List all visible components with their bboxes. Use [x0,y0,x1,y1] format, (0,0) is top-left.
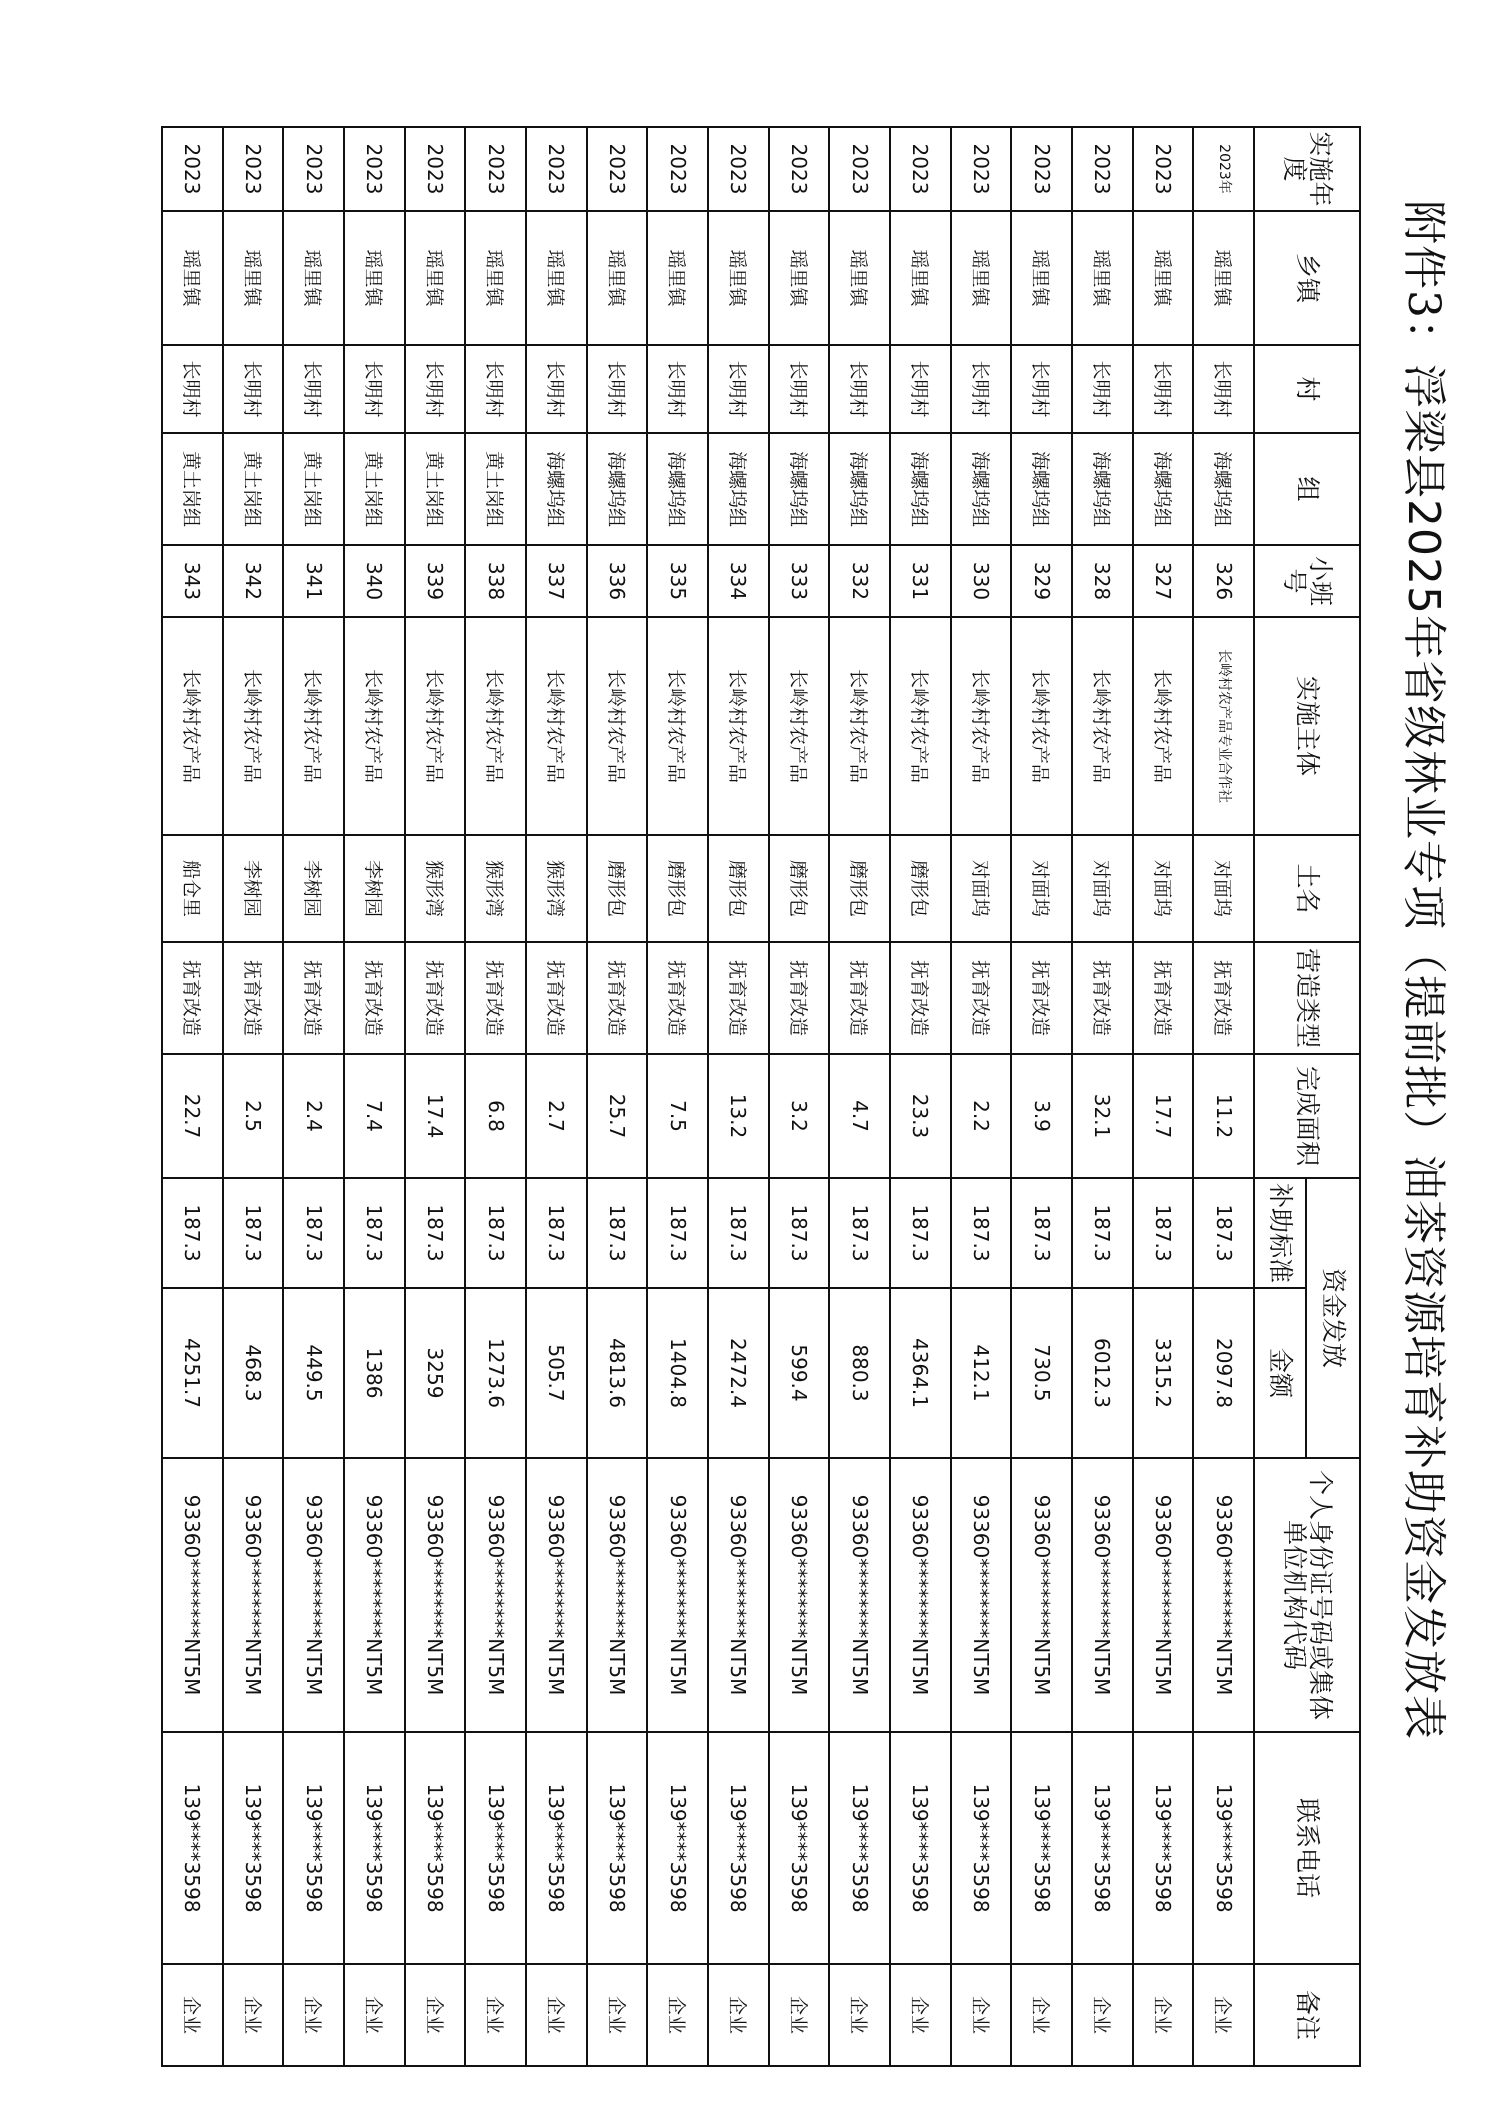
cell-village: 长明村 [647,345,708,433]
cell-village: 长明村 [1011,345,1072,433]
attachment-label: 附件3： [1398,200,1449,364]
table-row [405,127,466,2066]
header-id: 个人身份证号码或集体单位机构代码 [1254,1458,1360,1732]
table-row [890,127,951,2066]
cell-phone: 139****3598 [344,1732,405,1964]
cell-entity: 长岭村农产品 [1011,617,1072,835]
cell-note: 企业 [587,1964,648,2066]
cell-year: 2023 [1011,127,1072,211]
cell-id: 93360********NT5M [405,1458,466,1732]
cell-town: 瑶里镇 [526,211,587,345]
cell-year: 2023 [647,127,708,211]
table-row [769,127,830,2066]
cell-entity: 长岭村农产品 [890,617,951,835]
cell-phone: 139****3598 [829,1732,890,1964]
table-row [951,127,1012,2066]
cell-year: 2023 [465,127,526,211]
cell-standard: 187.3 [890,1178,951,1288]
cell-note: 企业 [951,1964,1012,2066]
cell-phone: 139****3598 [1193,1732,1254,1964]
cell-note: 企业 [1072,1964,1133,2066]
cell-phone: 139****3598 [1133,1732,1194,1964]
cell-area: 2.7 [526,1054,587,1178]
header-note: 备注 [1254,1964,1360,2066]
cell-standard: 187.3 [1193,1178,1254,1288]
cell-amount: 599.4 [769,1288,830,1458]
cell-standard: 187.3 [526,1178,587,1288]
cell-note: 企业 [708,1964,769,2066]
cell-village: 长明村 [708,345,769,433]
cell-town: 瑶里镇 [1072,211,1133,345]
cell-group: 海螺坞组 [829,433,890,545]
cell-phone: 139****3598 [1072,1732,1133,1964]
cell-amount: 449.5 [284,1288,345,1458]
cell-phone: 139****3598 [769,1732,830,1964]
cell-town: 瑶里镇 [1193,211,1254,345]
cell-plot: 336 [587,545,648,617]
cell-area: 17.4 [405,1054,466,1178]
header-plot: 小班号 [1254,545,1360,617]
cell-note: 企业 [647,1964,708,2066]
cell-area: 4.7 [829,1054,890,1178]
cell-year: 2023 [708,127,769,211]
cell-area: 25.7 [587,1054,648,1178]
cell-type: 抚育改造 [162,942,223,1054]
cell-entity: 长岭村农产品 [769,617,830,835]
cell-note: 企业 [829,1964,890,2066]
cell-entity: 长岭村农产品 [284,617,345,835]
cell-amount: 730.5 [1011,1288,1072,1458]
cell-year: 2023 [951,127,1012,211]
cell-town: 瑶里镇 [647,211,708,345]
cell-group: 海螺坞组 [890,433,951,545]
cell-standard: 187.3 [951,1178,1012,1288]
cell-phone: 139****3598 [951,1732,1012,1964]
cell-place: 对面坞 [1072,835,1133,942]
cell-type: 抚育改造 [1193,942,1254,1054]
cell-standard: 187.3 [223,1178,284,1288]
cell-group: 黄土岗组 [405,433,466,545]
cell-id: 93360********NT5M [1072,1458,1133,1732]
cell-standard: 187.3 [1072,1178,1133,1288]
cell-note: 企业 [405,1964,466,2066]
cell-amount: 3259 [405,1288,466,1458]
cell-phone: 139****3598 [890,1732,951,1964]
cell-group: 海螺坞组 [647,433,708,545]
cell-group: 黄土岗组 [465,433,526,545]
cell-area: 7.5 [647,1054,708,1178]
cell-amount: 1386 [344,1288,405,1458]
header-standard: 补助标准 [1254,1178,1306,1288]
cell-year: 2023 [223,127,284,211]
cell-town: 瑶里镇 [223,211,284,345]
cell-type: 抚育改造 [647,942,708,1054]
table-row [465,127,526,2066]
cell-place: 对面坞 [1193,835,1254,942]
cell-id: 93360********NT5M [1193,1458,1254,1732]
cell-amount: 1404.8 [647,1288,708,1458]
cell-year: 2023 [890,127,951,211]
cell-entity: 长岭村农产品 [708,617,769,835]
cell-place: 猴形湾 [526,835,587,942]
cell-town: 瑶里镇 [162,211,223,345]
cell-standard: 187.3 [647,1178,708,1288]
cell-entity: 长岭村农产品 [587,617,648,835]
cell-type: 抚育改造 [829,942,890,1054]
subsidy-table [161,126,1361,2067]
cell-amount: 4813.6 [587,1288,648,1458]
cell-year: 2023年 [1193,127,1254,211]
cell-type: 抚育改造 [344,942,405,1054]
cell-note: 企业 [769,1964,830,2066]
cell-place: 猴形湾 [465,835,526,942]
cell-phone: 139****3598 [223,1732,284,1964]
cell-entity: 长岭村农产品 [1133,617,1194,835]
header-amount: 金额 [1254,1288,1306,1458]
cell-type: 抚育改造 [1011,942,1072,1054]
cell-place: 李树园 [223,835,284,942]
cell-village: 长明村 [526,345,587,433]
cell-type: 抚育改造 [465,942,526,1054]
cell-plot: 337 [526,545,587,617]
cell-standard: 187.3 [344,1178,405,1288]
cell-village: 长明村 [587,345,648,433]
cell-amount: 1273.6 [465,1288,526,1458]
cell-id: 93360********NT5M [223,1458,284,1732]
cell-year: 2023 [284,127,345,211]
cell-year: 2023 [769,127,830,211]
cell-town: 瑶里镇 [829,211,890,345]
cell-plot: 340 [344,545,405,617]
header-entity: 实施主体 [1254,617,1360,835]
cell-place: 磨形包 [587,835,648,942]
cell-village: 长明村 [162,345,223,433]
cell-area: 17.7 [1133,1054,1194,1178]
cell-village: 长明村 [405,345,466,433]
cell-id: 93360********NT5M [647,1458,708,1732]
table-row [1133,127,1194,2066]
cell-area: 11.2 [1193,1054,1254,1178]
cell-year: 2023 [587,127,648,211]
cell-entity: 长岭村农产品 [951,617,1012,835]
cell-year: 2023 [829,127,890,211]
cell-village: 长明村 [890,345,951,433]
cell-place: 磨形包 [769,835,830,942]
header-area: 完成面积 [1254,1054,1360,1178]
cell-village: 长明村 [284,345,345,433]
cell-area: 13.2 [708,1054,769,1178]
cell-id: 93360********NT5M [829,1458,890,1732]
cell-type: 抚育改造 [708,942,769,1054]
cell-id: 93360********NT5M [951,1458,1012,1732]
cell-type: 抚育改造 [526,942,587,1054]
cell-village: 长明村 [1133,345,1194,433]
cell-plot: 341 [284,545,345,617]
cell-group: 海螺坞组 [708,433,769,545]
cell-group: 海螺坞组 [1133,433,1194,545]
cell-amount: 4364.1 [890,1288,951,1458]
title-text: 浮梁县2025年省级林业专项（提前批）油茶资源培育补助资金发放表 [1398,364,1449,1740]
header-town: 乡镇 [1254,211,1360,345]
cell-type: 抚育改造 [587,942,648,1054]
cell-village: 长明村 [951,345,1012,433]
cell-note: 企业 [1133,1964,1194,2066]
cell-phone: 139****3598 [708,1732,769,1964]
cell-phone: 139****3598 [526,1732,587,1964]
cell-note: 企业 [284,1964,345,2066]
cell-id: 93360********NT5M [890,1458,951,1732]
cell-standard: 187.3 [829,1178,890,1288]
cell-id: 93360********NT5M [1133,1458,1194,1732]
table-row [1072,127,1133,2066]
cell-place: 李树园 [344,835,405,942]
cell-town: 瑶里镇 [890,211,951,345]
cell-id: 93360********NT5M [1011,1458,1072,1732]
cell-type: 抚育改造 [223,942,284,1054]
cell-area: 3.2 [769,1054,830,1178]
cell-plot: 334 [708,545,769,617]
cell-amount: 3315.2 [1133,1288,1194,1458]
header-village: 村 [1254,345,1360,433]
cell-standard: 187.3 [405,1178,466,1288]
cell-standard: 187.3 [708,1178,769,1288]
cell-entity: 长岭村农产品 [647,617,708,835]
cell-standard: 187.3 [162,1178,223,1288]
cell-phone: 139****3598 [162,1732,223,1964]
cell-note: 企业 [465,1964,526,2066]
cell-amount: 880.3 [829,1288,890,1458]
cell-place: 磨形包 [829,835,890,942]
cell-town: 瑶里镇 [405,211,466,345]
header-group: 组 [1254,433,1360,545]
cell-entity: 长岭村农产品 [162,617,223,835]
cell-group: 海螺坞组 [769,433,830,545]
cell-id: 93360********NT5M [769,1458,830,1732]
cell-town: 瑶里镇 [284,211,345,345]
cell-id: 93360********NT5M [162,1458,223,1732]
cell-village: 长明村 [769,345,830,433]
cell-plot: 333 [769,545,830,617]
cell-town: 瑶里镇 [769,211,830,345]
cell-place: 磨形包 [890,835,951,942]
cell-note: 企业 [223,1964,284,2066]
cell-area: 23.3 [890,1054,951,1178]
cell-year: 2023 [1133,127,1194,211]
header-funding: 资金发放 [1306,1178,1360,1458]
cell-place: 对面坞 [1133,835,1194,942]
table-row [344,127,405,2066]
cell-standard: 187.3 [587,1178,648,1288]
cell-note: 企业 [1193,1964,1254,2066]
cell-group: 海螺坞组 [526,433,587,545]
cell-plot: 335 [647,545,708,617]
table-row [647,127,708,2066]
table-row [587,127,648,2066]
cell-plot: 338 [465,545,526,617]
table-row [526,127,587,2066]
cell-standard: 187.3 [1133,1178,1194,1288]
cell-village: 长明村 [1072,345,1133,433]
cell-area: 7.4 [344,1054,405,1178]
cell-group: 海螺坞组 [1011,433,1072,545]
cell-town: 瑶里镇 [587,211,648,345]
cell-amount: 2097.8 [1193,1288,1254,1458]
header-type: 营造类型 [1254,942,1360,1054]
cell-group: 海螺坞组 [1193,433,1254,545]
cell-place: 对面坞 [951,835,1012,942]
cell-amount: 505.7 [526,1288,587,1458]
cell-phone: 139****3598 [405,1732,466,1964]
cell-area: 2.5 [223,1054,284,1178]
cell-type: 抚育改造 [951,942,1012,1054]
cell-year: 2023 [344,127,405,211]
cell-phone: 139****3598 [284,1732,345,1964]
cell-group: 海螺坞组 [1072,433,1133,545]
cell-id: 93360********NT5M [344,1458,405,1732]
cell-type: 抚育改造 [284,942,345,1054]
cell-note: 企业 [1011,1964,1072,2066]
cell-type: 抚育改造 [890,942,951,1054]
cell-area: 2.4 [284,1054,345,1178]
cell-amount: 6012.3 [1072,1288,1133,1458]
cell-standard: 187.3 [769,1178,830,1288]
cell-plot: 330 [951,545,1012,617]
cell-plot: 343 [162,545,223,617]
cell-group: 黄土岗组 [162,433,223,545]
cell-village: 长明村 [223,345,284,433]
cell-phone: 139****3598 [465,1732,526,1964]
cell-id: 93360********NT5M [284,1458,345,1732]
cell-town: 瑶里镇 [465,211,526,345]
cell-entity: 长岭村农产品 [526,617,587,835]
table-body [162,127,1254,2066]
header-phone: 联系电话 [1254,1732,1360,1964]
cell-town: 瑶里镇 [1011,211,1072,345]
cell-standard: 187.3 [465,1178,526,1288]
cell-id: 93360********NT5M [587,1458,648,1732]
cell-area: 32.1 [1072,1054,1133,1178]
cell-type: 抚育改造 [1133,942,1194,1054]
cell-phone: 139****3598 [1011,1732,1072,1964]
cell-amount: 4251.7 [162,1288,223,1458]
cell-entity: 长岭村农产品 [1072,617,1133,835]
cell-standard: 187.3 [284,1178,345,1288]
cell-area: 6.8 [465,1054,526,1178]
cell-village: 长明村 [829,345,890,433]
cell-year: 2023 [405,127,466,211]
cell-amount: 412.1 [951,1288,1012,1458]
table-row [162,127,223,2066]
cell-entity: 长岭村农产品 [465,617,526,835]
cell-group: 黄土岗组 [284,433,345,545]
cell-note: 企业 [890,1964,951,2066]
table-row [1193,127,1254,2066]
cell-id: 93360********NT5M [708,1458,769,1732]
cell-id: 93360********NT5M [465,1458,526,1732]
cell-entity: 长岭村农产品 [223,617,284,835]
cell-town: 瑶里镇 [951,211,1012,345]
cell-note: 企业 [344,1964,405,2066]
table-row [223,127,284,2066]
cell-note: 企业 [526,1964,587,2066]
header-year: 实施年度 [1254,127,1360,211]
cell-type: 抚育改造 [405,942,466,1054]
cell-group: 黄土岗组 [223,433,284,545]
cell-plot: 328 [1072,545,1133,617]
cell-village: 长明村 [1193,345,1254,433]
cell-group: 海螺坞组 [587,433,648,545]
cell-entity: 长岭村农产品专业合作社 [1193,617,1254,835]
cell-group: 海螺坞组 [951,433,1012,545]
cell-id: 93360********NT5M [526,1458,587,1732]
cell-entity: 长岭村农产品 [829,617,890,835]
cell-year: 2023 [162,127,223,211]
cell-town: 瑶里镇 [1133,211,1194,345]
cell-place: 李树园 [284,835,345,942]
cell-area: 3.9 [1011,1054,1072,1178]
cell-place: 船仓里 [162,835,223,942]
cell-type: 抚育改造 [1072,942,1133,1054]
document-title [1396,200,1460,1740]
cell-place: 磨形包 [647,835,708,942]
table-row [708,127,769,2066]
cell-place: 磨形包 [708,835,769,942]
cell-town: 瑶里镇 [708,211,769,345]
cell-group: 黄土岗组 [344,433,405,545]
header-row [1306,127,1360,2066]
cell-amount: 2472.4 [708,1288,769,1458]
cell-place: 对面坞 [1011,835,1072,942]
cell-plot: 332 [829,545,890,617]
cell-area: 2.2 [951,1054,1012,1178]
cell-plot: 331 [890,545,951,617]
header-place: 土名 [1254,835,1360,942]
cell-plot: 329 [1011,545,1072,617]
cell-year: 2023 [1072,127,1133,211]
cell-plot: 327 [1133,545,1194,617]
cell-year: 2023 [526,127,587,211]
cell-phone: 139****3598 [587,1732,648,1964]
cell-entity: 长岭村农产品 [344,617,405,835]
cell-type: 抚育改造 [769,942,830,1054]
cell-entity: 长岭村农产品 [405,617,466,835]
table-row [284,127,345,2066]
cell-area: 22.7 [162,1054,223,1178]
cell-plot: 342 [223,545,284,617]
cell-town: 瑶里镇 [344,211,405,345]
cell-plot: 326 [1193,545,1254,617]
cell-amount: 468.3 [223,1288,284,1458]
table-row [829,127,890,2066]
cell-village: 长明村 [344,345,405,433]
cell-phone: 139****3598 [647,1732,708,1964]
cell-place: 猴形湾 [405,835,466,942]
cell-plot: 339 [405,545,466,617]
cell-standard: 187.3 [1011,1178,1072,1288]
cell-village: 长明村 [465,345,526,433]
table-row [1011,127,1072,2066]
cell-note: 企业 [162,1964,223,2066]
